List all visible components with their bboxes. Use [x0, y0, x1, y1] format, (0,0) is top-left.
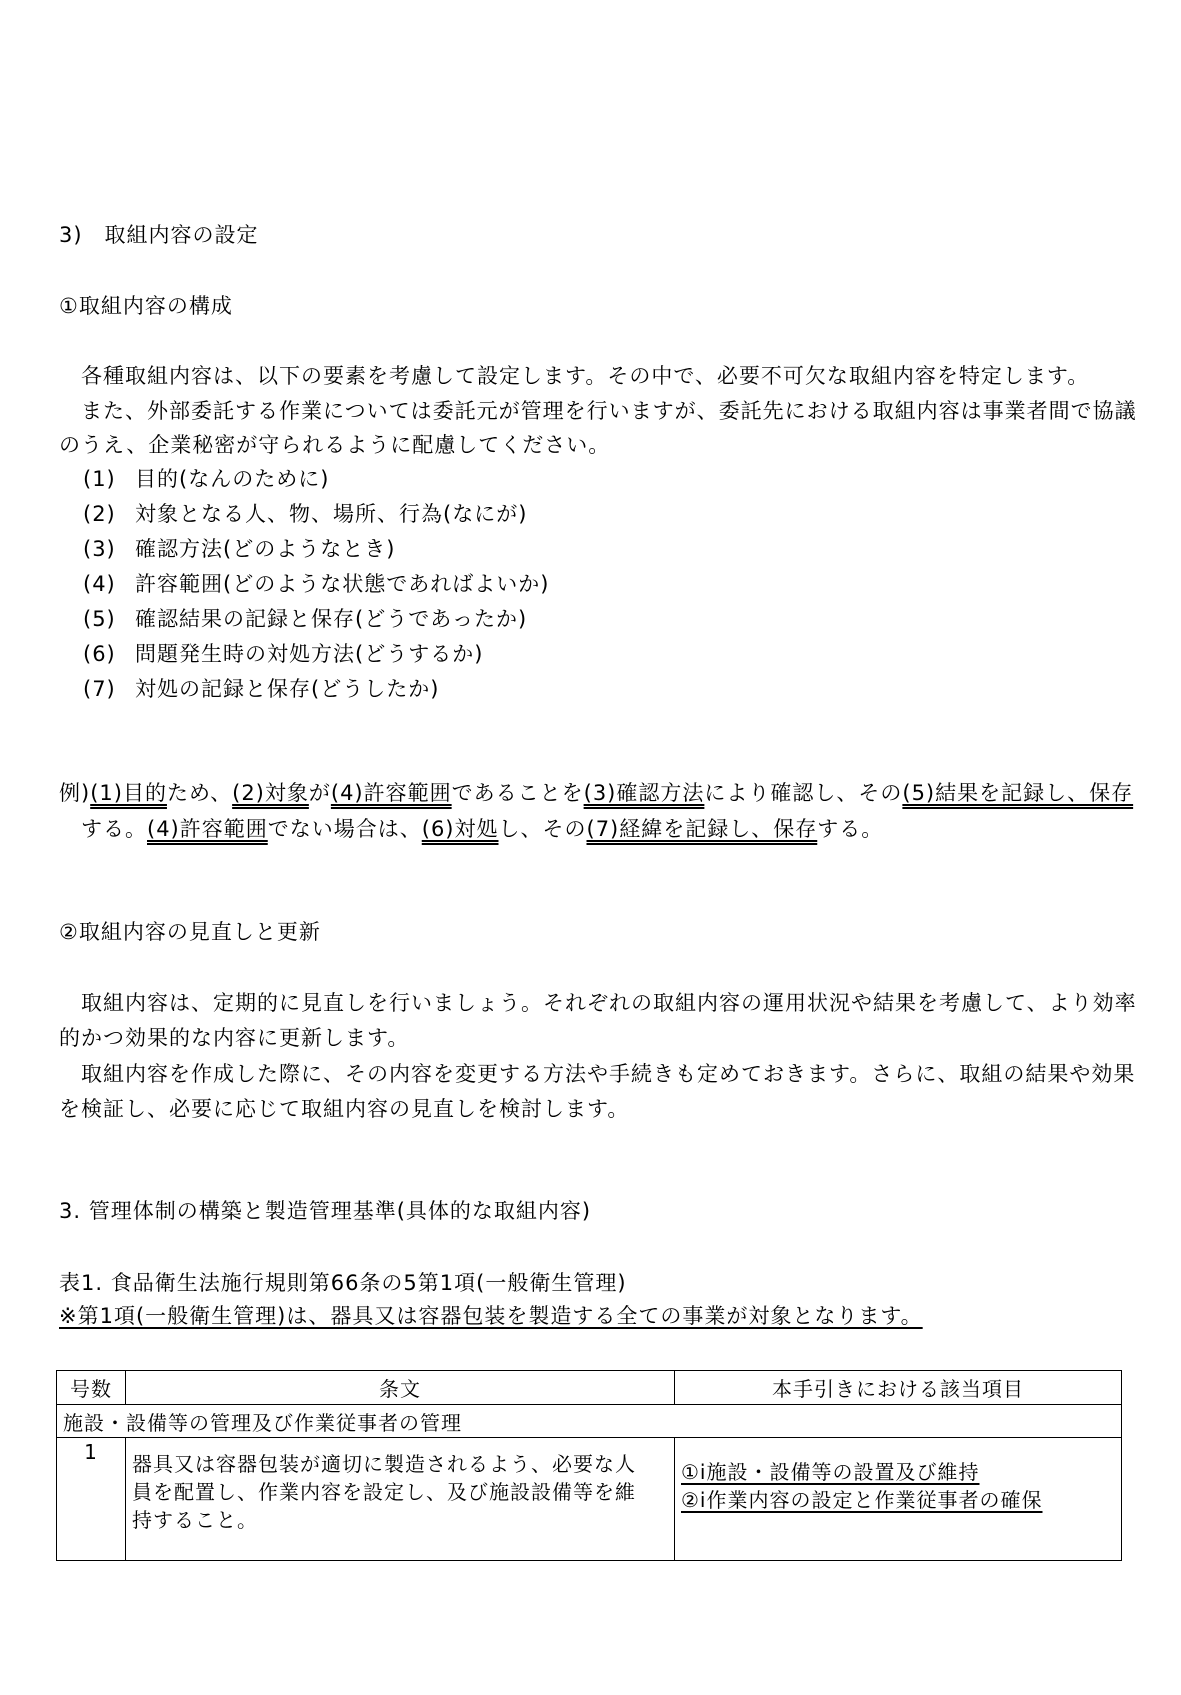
list-item [83, 606, 527, 632]
paragraph-line: 的かつ効果的な内容に更新します。 [59, 1026, 410, 1050]
text: が [308, 781, 331, 805]
list-item [83, 501, 527, 527]
header-article: 条文 [126, 1371, 675, 1405]
article-line: 持すること。 [132, 1508, 258, 1532]
item-text: 確認結果の記録と保存(どうであったか) [135, 607, 528, 631]
section-heading: 3) 取組内容の設定 [59, 223, 259, 247]
item-text: 目的(なんのために) [135, 467, 330, 491]
table-row [57, 1438, 1122, 1561]
subsection-heading: ①取組内容の構成 [59, 294, 233, 318]
item-number: (6) [83, 642, 116, 666]
item-number: (5) [83, 607, 116, 631]
item-text: 確認方法(どのようなとき) [135, 537, 396, 561]
article-line: 器具又は容器包装が適切に製造されるよう、必要な人 [132, 1452, 636, 1476]
list-item [83, 536, 395, 562]
paragraph-line: を検証し、必要に応じて取組内容の見直しを検討します。 [59, 1097, 630, 1121]
list-item [83, 571, 549, 597]
header-reference: 本手引きにおける該当項目 [675, 1371, 1122, 1405]
text: ため、 [166, 781, 233, 805]
text: する。 [81, 817, 147, 841]
header-number: 号数 [57, 1371, 126, 1405]
section-heading: 3. 管理体制の構築と製造管理基準(具体的な取組内容) [59, 1199, 592, 1223]
example-term: (4)許容範囲 [147, 817, 268, 841]
item-number: (4) [83, 572, 116, 596]
example-term: (2)対象 [232, 781, 309, 805]
paragraph-line: また、外部委託する作業については委託元が管理を行いますが、委託先における取組内容は事業者間で協議 [81, 399, 1137, 423]
table-section-row [57, 1405, 1122, 1438]
item-number: (3) [83, 537, 116, 561]
example-term: (4)許容範囲 [330, 781, 452, 805]
text: でない場合は、 [267, 817, 422, 841]
text: であることを [451, 781, 584, 805]
row-article [126, 1438, 675, 1561]
example-term: (7)経緯を記録し、保存 [586, 817, 818, 841]
item-number: (2) [83, 502, 116, 526]
paragraph-line: 取組内容は、定期的に見直しを行いましょう。それぞれの取組内容の運用状況や結果を考慮して、より効率 [81, 991, 1137, 1015]
text: する。 [817, 817, 884, 841]
table-note: ※第1項(一般衛生管理)は、器具又は容器包装を製造する全ての事業が対象となります。 [59, 1304, 923, 1328]
example-line [81, 816, 883, 842]
paragraph-line: のうえ、企業秘密が守られるように配慮してください。 [59, 433, 611, 457]
regulation-table [56, 1370, 1122, 1561]
example-term: (5)結果を記録し、保存 [902, 781, 1134, 805]
list-item [83, 466, 329, 492]
list-item [83, 641, 483, 667]
item-text: 対処の記録と保存(どうしたか) [135, 677, 440, 701]
item-number: (7) [83, 677, 116, 701]
article-line: 員を配置し、作業内容を設定し、及び施設設備等を維 [132, 1480, 636, 1504]
subsection-heading: ②取組内容の見直しと更新 [59, 920, 321, 944]
table-header-row [57, 1371, 1122, 1405]
item-text: 許容範囲(どのような状態であればよいか) [135, 572, 550, 596]
text: 例) [59, 781, 91, 805]
item-text: 問題発生時の対処方法(どうするか) [135, 642, 484, 666]
paragraph-line: 取組内容を作成した際に、その内容を変更する方法や手続きも定めておきます。さらに、取組の結果や効果 [81, 1062, 1136, 1086]
text: し、その [498, 817, 587, 841]
text: により確認し、その [704, 781, 903, 805]
table-caption: 表1. 食品衛生法施行規則第66条の5第1項(一般衛生管理) [59, 1271, 627, 1295]
item-text: 対象となる人、物、場所、行為(なにが) [135, 502, 528, 526]
reference-link[interactable]: ①i施設・設備等の設置及び維持 [681, 1460, 980, 1484]
reference-link[interactable]: ②i作業内容の設定と作業従事者の確保 [681, 1488, 1043, 1512]
row-number: 1 [57, 1438, 126, 1561]
example-term: (1)目的 [90, 781, 167, 805]
row-reference [675, 1438, 1122, 1561]
list-item [83, 676, 439, 702]
example-line [59, 780, 1133, 806]
section-label: 施設・設備等の管理及び作業従事者の管理 [57, 1405, 1122, 1438]
example-term: (6)対処 [421, 817, 499, 841]
example-term: (3)確認方法 [583, 781, 705, 805]
item-number: (1) [83, 467, 116, 491]
paragraph-line: 各種取組内容は、以下の要素を考慮して設定します。その中で、必要不可欠な取組内容を特定します。 [81, 364, 1090, 388]
